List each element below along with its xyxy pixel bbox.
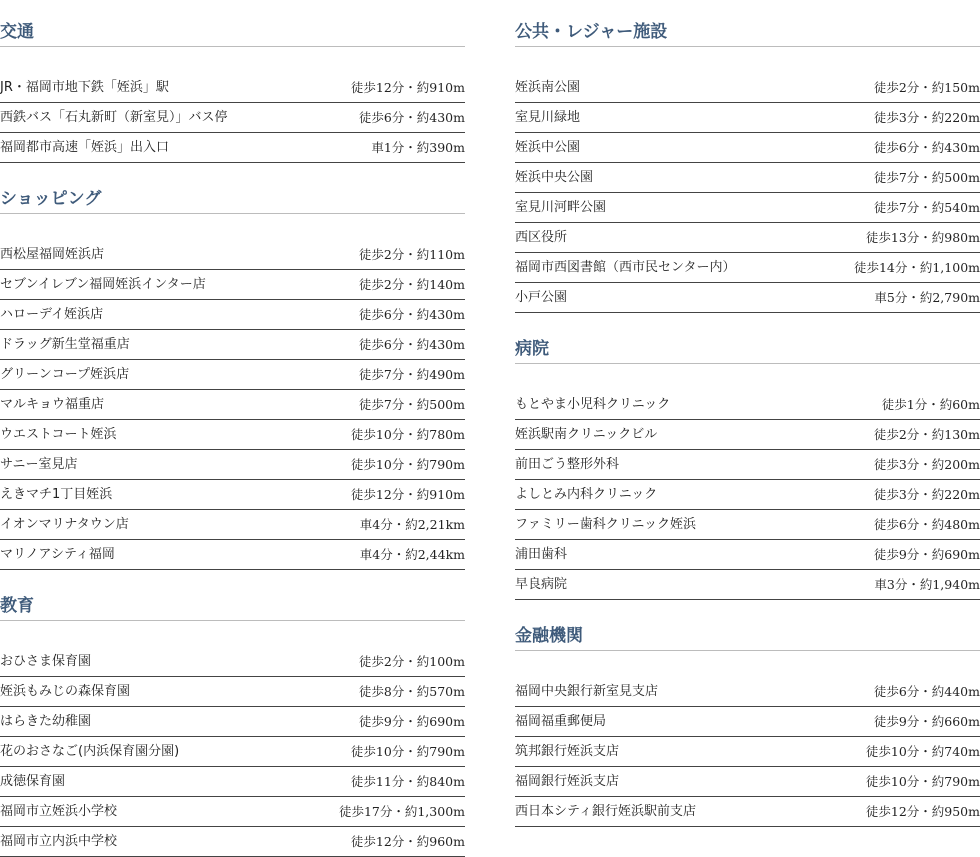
- facility-row: [515, 570, 980, 600]
- facility-distance: 徒歩12分・約960m: [350, 834, 465, 850]
- facility-name: JR・福岡市地下鉄「姪浜」駅: [0, 80, 169, 96]
- facility-name: 西区役所: [515, 230, 568, 246]
- facility-distance: 徒歩6分・約430m: [358, 307, 465, 323]
- facility-row: [515, 420, 980, 450]
- facility-list: [515, 665, 980, 827]
- facility-distance: 徒歩2分・約130m: [873, 427, 980, 443]
- right-column: [515, 0, 980, 827]
- facility-row: [515, 103, 980, 133]
- section-finance: [515, 618, 980, 827]
- facility-distance: 徒歩10分・約740m: [865, 744, 980, 760]
- facility-row: [515, 73, 980, 103]
- facility-name: 姪浜南公園: [515, 80, 581, 96]
- facility-name: 西鉄バス「石丸新町（新室見）」バス停: [0, 110, 228, 126]
- facility-name: 早良病院: [515, 577, 568, 593]
- facility-row: [515, 223, 980, 253]
- facility-distance: 徒歩12分・約950m: [865, 804, 980, 820]
- facility-name: 姪浜駅南クリニックビル: [515, 427, 658, 443]
- facility-row: [515, 540, 980, 570]
- facility-row: [515, 767, 980, 797]
- facility-row: [515, 283, 980, 313]
- facility-distance: 徒歩7分・約500m: [873, 170, 980, 186]
- facility-distance: 車1分・約390m: [371, 140, 465, 156]
- facility-row: [0, 450, 465, 480]
- facility-distance: 徒歩7分・約540m: [873, 200, 980, 216]
- section-title: 病院: [515, 331, 980, 364]
- facility-name: 浦田歯科: [515, 547, 568, 563]
- facility-name: 福岡中央銀行新室見支店: [515, 684, 659, 700]
- facility-name: 福岡福重郵便局: [515, 714, 607, 730]
- facility-distance: 徒歩10分・約790m: [350, 744, 465, 760]
- facility-distance: 徒歩6分・約440m: [873, 684, 980, 700]
- facility-distance: 徒歩10分・約780m: [350, 427, 465, 443]
- facility-row: [515, 510, 980, 540]
- facility-distance: 徒歩1分・約60m: [881, 397, 980, 413]
- facility-row: [515, 677, 980, 707]
- facility-name: マルキョウ福重店: [0, 397, 105, 413]
- facility-distance: 徒歩12分・約910m: [350, 487, 465, 503]
- facility-distance: 徒歩6分・約430m: [358, 110, 465, 126]
- facility-row: [0, 707, 465, 737]
- facility-row: [0, 767, 465, 797]
- facility-row: [0, 677, 465, 707]
- facility-row: [515, 133, 980, 163]
- facility-row: [515, 390, 980, 420]
- facility-distance: 徒歩2分・約150m: [873, 80, 980, 96]
- section-title: ショッピング: [0, 181, 465, 214]
- facility-list: [0, 228, 465, 570]
- facility-row: [0, 797, 465, 827]
- facility-name: 姪浜中央公園: [515, 170, 594, 186]
- section-title: 公共・レジャー施設: [515, 14, 980, 47]
- facility-name: ドラッグ新生堂福重店: [0, 337, 130, 353]
- facility-row: [515, 480, 980, 510]
- facility-distance: 徒歩10分・約790m: [865, 774, 980, 790]
- facility-name: 福岡市西図書館（西市民センター内）: [515, 260, 736, 276]
- facility-name: セブンイレブン福岡姪浜インター店: [0, 277, 206, 293]
- facility-row: [515, 193, 980, 223]
- facility-name: 姪浜もみじの森保育園: [0, 684, 131, 700]
- facility-row: [515, 163, 980, 193]
- facility-row: [0, 390, 465, 420]
- section-title: 交通: [0, 14, 465, 47]
- facility-distance: 徒歩6分・約480m: [873, 517, 980, 533]
- facility-name: 福岡市立姪浜小学校: [0, 804, 118, 820]
- section-title: 教育: [0, 588, 465, 621]
- facility-distance: 徒歩14分・約1,100m: [853, 260, 980, 276]
- facility-name: えきマチ1丁目姪浜: [0, 487, 113, 503]
- facility-row: [0, 330, 465, 360]
- facility-row: [0, 240, 465, 270]
- facility-distance: 徒歩2分・約140m: [358, 277, 465, 293]
- facility-row: [0, 510, 465, 540]
- facility-distance: 徒歩17分・約1,300m: [338, 804, 465, 820]
- facility-distance: 車3分・約1,940m: [874, 577, 980, 593]
- facility-name: 福岡市立内浜中学校: [0, 834, 118, 850]
- facility-distance: 徒歩3分・約200m: [873, 457, 980, 473]
- facility-name: ファミリー歯科クリニック姪浜: [515, 517, 696, 533]
- facility-name: マリノアシティ福岡: [0, 547, 115, 563]
- section-hospital: [515, 331, 980, 600]
- facility-distance: 徒歩8分・約570m: [358, 684, 465, 700]
- facility-row: [0, 647, 465, 677]
- facility-row: [0, 73, 465, 103]
- facility-row: [0, 103, 465, 133]
- facility-distance: 徒歩7分・約490m: [358, 367, 465, 383]
- facility-name: はらきた幼稚園: [0, 714, 92, 730]
- facility-name: ウエストコート姪浜: [0, 427, 117, 443]
- facility-distance: 徒歩10分・約790m: [350, 457, 465, 473]
- facility-list: [0, 635, 465, 857]
- facility-distance: 徒歩12分・約910m: [350, 80, 465, 96]
- facility-name: 姪浜中公園: [515, 140, 581, 156]
- facility-row: [0, 480, 465, 510]
- facility-name: 筑邦銀行姪浜支店: [515, 744, 620, 760]
- section-shopping: [0, 181, 465, 570]
- facility-row: [0, 300, 465, 330]
- facility-row: [0, 827, 465, 857]
- section-title: 金融機関: [515, 618, 980, 651]
- facility-distance: 車4分・約2,21km: [359, 517, 465, 533]
- facility-row: [0, 270, 465, 300]
- facility-name: 前田ごう整形外科: [515, 457, 620, 473]
- facility-row: [0, 737, 465, 767]
- facility-distance: 徒歩9分・約690m: [873, 547, 980, 563]
- facility-name: サニー室見店: [0, 457, 78, 473]
- facility-name: 室見川河畔公園: [515, 200, 607, 216]
- facility-name: おひさま保育園: [0, 654, 92, 670]
- section-transport: [0, 14, 465, 163]
- facility-name: よしとみ内科クリニック: [515, 487, 658, 503]
- facility-name: イオンマリナタウン店: [0, 517, 129, 533]
- facility-distance: 徒歩9分・約690m: [358, 714, 465, 730]
- facility-list: [0, 61, 465, 163]
- facility-row: [0, 133, 465, 163]
- facility-distance: 徒歩2分・約100m: [358, 654, 465, 670]
- facility-distance: 徒歩2分・約110m: [358, 247, 465, 263]
- facility-name: 小戸公園: [515, 290, 568, 306]
- facility-row: [0, 360, 465, 390]
- facility-distance: 徒歩6分・約430m: [873, 140, 980, 156]
- facility-list: [515, 378, 980, 600]
- facility-distance: 徒歩3分・約220m: [873, 487, 980, 503]
- facility-distance: 徒歩13分・約980m: [865, 230, 980, 246]
- section-public-leisure: [515, 14, 980, 313]
- facility-name: 西松屋福岡姪浜店: [0, 247, 105, 263]
- facility-row: [515, 450, 980, 480]
- section-education: [0, 588, 465, 857]
- facility-list: [515, 61, 980, 313]
- facility-row: [0, 540, 465, 570]
- left-column: [0, 0, 465, 857]
- facility-distance: 徒歩7分・約500m: [358, 397, 465, 413]
- facility-name: グリーンコープ姪浜店: [0, 367, 130, 383]
- facility-name: 室見川緑地: [515, 110, 581, 126]
- facility-name: 花のおさなご(内浜保育園分園): [0, 744, 180, 760]
- facility-distance: 車4分・約2,44km: [359, 547, 465, 563]
- facility-distance: 徒歩6分・約430m: [358, 337, 465, 353]
- facility-name: 成徳保育園: [0, 774, 66, 790]
- facility-row: [515, 737, 980, 767]
- facility-distance: 徒歩9分・約660m: [873, 714, 980, 730]
- facility-distance: 徒歩3分・約220m: [873, 110, 980, 126]
- facility-row: [515, 707, 980, 737]
- facility-row: [515, 253, 980, 283]
- facility-distance: 徒歩11分・約840m: [350, 774, 465, 790]
- facility-row: [0, 420, 465, 450]
- facility-name: 福岡都市高速「姪浜」出入口: [0, 140, 170, 156]
- facility-name: 西日本シティ銀行姪浜駅前支店: [515, 804, 696, 820]
- facility-distance: 車5分・約2,790m: [874, 290, 980, 306]
- facility-name: 福岡銀行姪浜支店: [515, 774, 620, 790]
- facility-name: ハローデイ姪浜店: [0, 307, 104, 323]
- facility-name: もとやま小児科クリニック: [515, 397, 671, 413]
- facility-row: [515, 797, 980, 827]
